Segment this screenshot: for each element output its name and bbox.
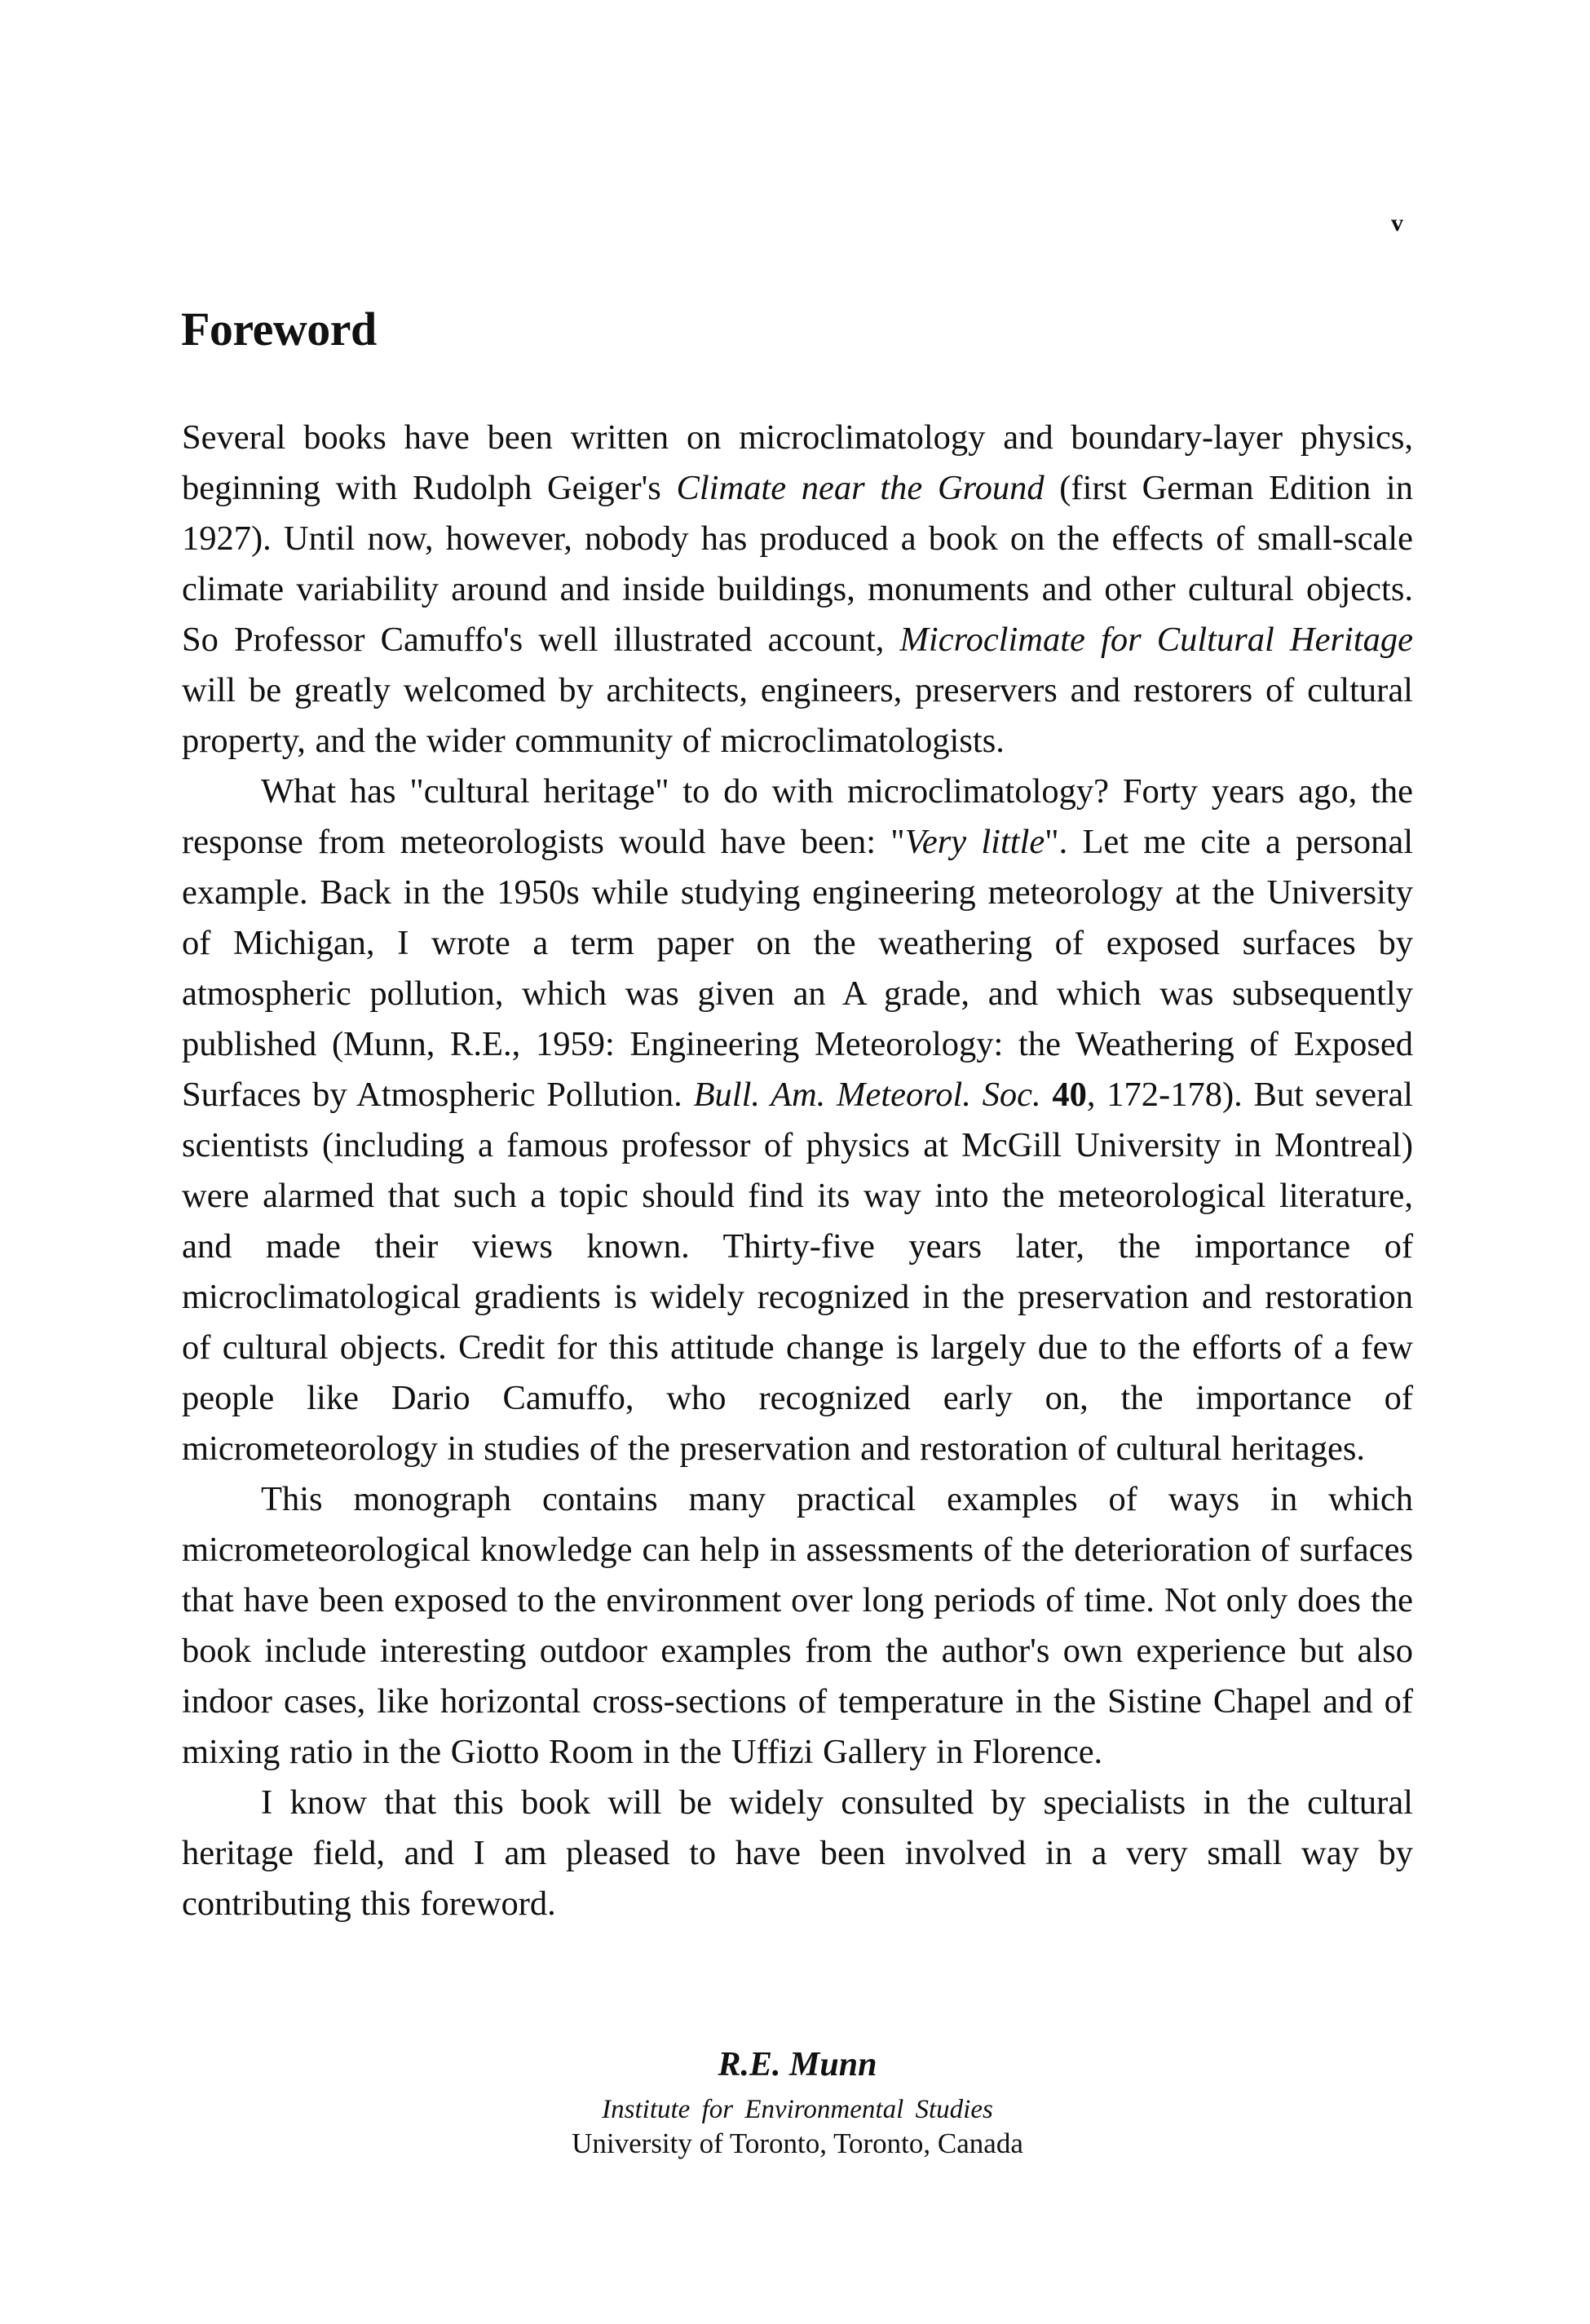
text-run [1041, 1076, 1053, 1114]
signature-affiliation: University of Toronto, Toronto, Canada [572, 2127, 1023, 2159]
paragraph [182, 1474, 1413, 1778]
text-run: Several books have been written on microclimatology and boundary-layer physics, beginning with Rudolph Geiger's [182, 418, 1413, 507]
italic-text-run: Bull. Am. Meteorol. Soc. [693, 1076, 1041, 1114]
text-run: I know that this book will be widely consulted by specialists in the cultural heritage field, and I am pleased to have been involved in a very small way by contributing this foreword. [182, 1783, 1413, 1923]
text-run: ". Let me cite a personal example. Back in the 1950s while studying engineering meteorology at the University of Michigan, I wrote a term paper on the weathering of exposed surfaces by atmospheric pollution, which was given an A grade, and which was subsequently published (Munn, R.E., 1959: Engineering Meteorology: the Weathering of Exposed Surfaces by Atmospheric Pollution. [182, 823, 1414, 1114]
text-run: will be greatly welcomed by architects, engineers, preservers and restorers of cultural property, and the wider community of microclimatologists. [182, 671, 1413, 760]
signature-name: R.E. Munn [718, 2046, 877, 2083]
italic-text-run: Microclimate for Cultural Heritage [899, 621, 1413, 659]
page-number: v [1391, 210, 1403, 236]
bold-text-run: 40 [1052, 1076, 1087, 1114]
paragraph [182, 413, 1413, 767]
text-run: (first German Edition in 1927). Until now, however, nobody has produced a book on the effects of small-scale climate variability around and inside buildings, monuments and other cultural objects. So Professor Camuffo's well illustrated account, [182, 469, 1413, 659]
italic-text-run: Climate near the Ground [676, 469, 1045, 507]
paragraph [182, 767, 1413, 1474]
text-run: This monograph contains many practical examples of ways in which micrometeorological knowledge can help in assessments of the deterioration of surfaces that have been exposed to the environment over long periods of time. Not only does the book include interesting outdoor examples from the author's own experience but also indoor cases, like horizontal cross-sections of temperature in the Sistine Chapel and of mixing ratio in the Giotto Room in the Uffizi Gallery in Florence. [182, 1480, 1413, 1771]
signature-institute: Institute for Environmental Studies [602, 2095, 993, 2124]
text-run: What has "cultural heritage" to do with microclimatology? Forty years ago, the response from meteorologists would have been: " [182, 772, 1413, 861]
paragraph [182, 1778, 1413, 1929]
page-title: Foreword [181, 303, 377, 356]
text-run: , 172-178). But several scientists (including a famous professor of physics at McGill University in Montreal) were alarmed that such a topic should find its way into the meteorological literature, and made their views known. Thirty-five years later, the importance of microclimatological gradients is widely recognized in the preservation and restoration of cultural objects. Credit for this attitude change is largely due to the efforts of a few people like Dario Camuffo, who recognized early on, the importance of micrometeorology in studies of the preservation and restoration of cultural heritages. [182, 1076, 1413, 1468]
italic-text-run: Very little [904, 823, 1045, 861]
foreword-body [182, 413, 1413, 1929]
